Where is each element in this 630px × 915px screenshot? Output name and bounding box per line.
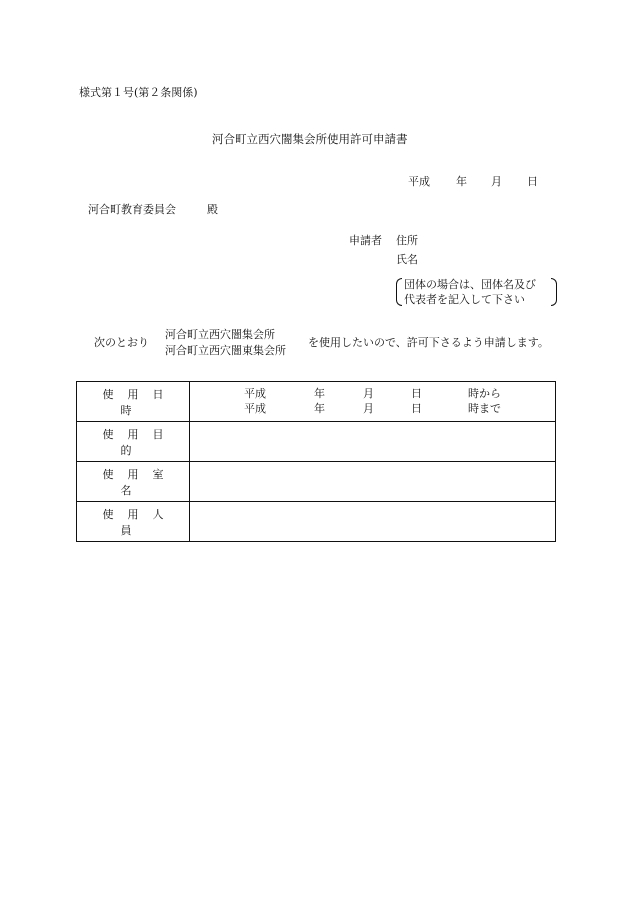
to-day-label: 日 [411,402,422,415]
applicant-note-line1: 団体の場合は、団体名及び [404,278,536,291]
row-label-room: 使用室名 [77,462,190,502]
room-cell[interactable] [190,462,556,502]
table-row [77,462,556,502]
table-row [77,422,556,462]
row-label-purpose: 使用目的 [77,422,190,462]
to-year-label: 年 [314,402,325,415]
addressee-honorific: 殿 [207,203,218,216]
to-suffix: 時まで [468,402,501,415]
purpose-cell[interactable] [190,422,556,462]
from-era: 平成 [244,387,266,400]
datetime-cell[interactable] [190,382,556,422]
table-row [77,382,556,422]
to-month-label: 月 [363,402,374,415]
from-month-label: 月 [363,387,374,400]
statement-facility2: 河合町立西穴闇東集会所 [165,344,286,357]
date-day-label: 日 [527,175,538,188]
date-month-label: 月 [491,175,502,188]
form-number: 様式第１号(第２条関係) [79,86,198,99]
applicant-name-label: 氏名 [396,253,418,266]
note-bracket-left [396,278,402,306]
table-row [77,502,556,542]
statement-facility1: 河合町立西穴闇集会所 [165,328,275,341]
statement-prefix: 次のとおり [94,336,149,349]
date-era: 平成 [408,175,430,188]
applicant-address-label: 住所 [396,234,418,247]
applicant-label: 申請者 [349,234,382,247]
from-day-label: 日 [411,387,422,400]
applicant-note-line2: 代表者を記入して下さい [404,293,525,306]
attendees-cell[interactable] [190,502,556,542]
date-year-label: 年 [456,175,467,188]
statement-suffix: を使用したいので、許可下さるよう申請します。 [308,336,549,349]
note-bracket-right [551,278,557,306]
row-label-datetime: 使用日時 [77,382,190,422]
row-label-attendees: 使用人員 [77,502,190,542]
usage-table [76,381,556,542]
from-year-label: 年 [314,387,325,400]
to-era: 平成 [244,402,266,415]
document-title: 河合町立西穴闇集会所使用許可申請書 [212,132,408,146]
addressee-name: 河合町教育委員会 [88,203,176,216]
from-suffix: 時から [468,387,501,400]
